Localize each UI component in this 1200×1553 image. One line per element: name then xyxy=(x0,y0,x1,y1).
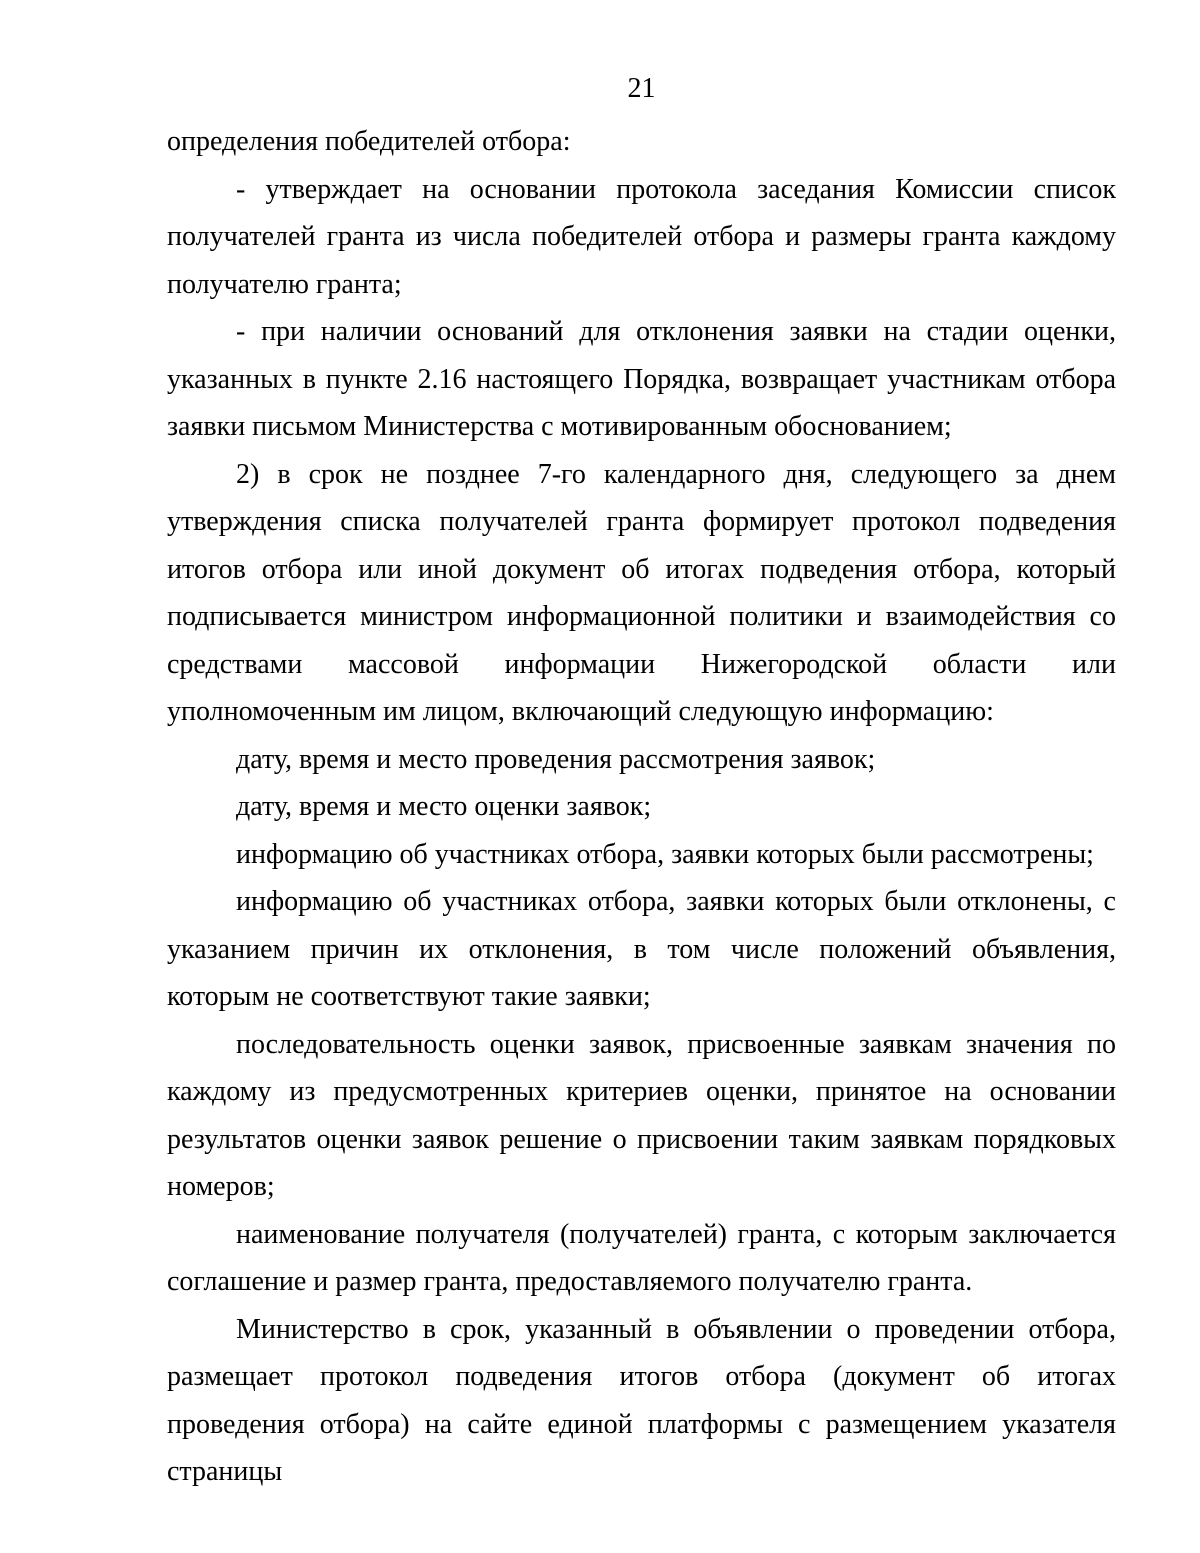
list-item-evaluation-date: дату, время и место оценки заявок; xyxy=(236,791,652,822)
paragraph-continuation: определения победителей отбора: xyxy=(167,126,571,157)
paragraph-return-applications: - при наличии оснований для отклонения заявки на стадии оценки, указанных в пункте 2.16 настоящего Порядка, возвращает участникам отбора заявки письмом Министерства с мотивированным обоснованием; xyxy=(167,316,1116,442)
list-item-review-date: дату, время и место проведения рассмотрения заявок; xyxy=(236,743,876,775)
paragraph-protocol-formation: 2) в срок не позднее 7-го календарного дня, следующего за днем утверждения списка получателей гранта формирует протокол подведения итогов отбора или иной документ об итогах подведения отбора, который подписывается министром информационной политики и взаимодействия со средствами массовой информации Нижегородской области или уполномоченным им лицом, включающий следующую информацию: xyxy=(167,458,1116,727)
list-item-grant-recipient: наименование получателя (получателей) гранта, с которым заключается соглашение и размер гранта, предоставляемого получателю гранта. xyxy=(167,1218,1116,1297)
document-body xyxy=(167,118,1116,1496)
list-item-evaluation-sequence: последовательность оценки заявок, присвоенные заявкам значения по каждому из предусмотренных критериев оценки, принятое на основании результатов оценки заявок решение о присвоении таким заявкам порядковых номеров; xyxy=(167,1028,1116,1202)
paragraph-protocol-publication: Министерство в срок, указанный в объявлении о проведении отбора, размещает протокол подведения итогов отбора (документ об итогах проведения отбора) на сайте единой платформы с размещением указателя страницы xyxy=(167,1313,1116,1487)
page-number: 21 xyxy=(627,73,656,104)
paragraph-approve-list: - утверждает на основании протокола заседания Комиссии список получателей гранта из числа победителей отбора и размеры гранта каждому получателю гранта; xyxy=(167,173,1116,300)
list-item-rejected-participants: информацию об участниках отбора, заявки которых были отклонены, с указанием причин их отклонения, в том числе положений объявления, которым не соответствуют такие заявки; xyxy=(167,886,1116,1012)
list-item-reviewed-participants: информацию об участниках отбора, заявки которых были рассмотрены; xyxy=(236,838,1094,870)
